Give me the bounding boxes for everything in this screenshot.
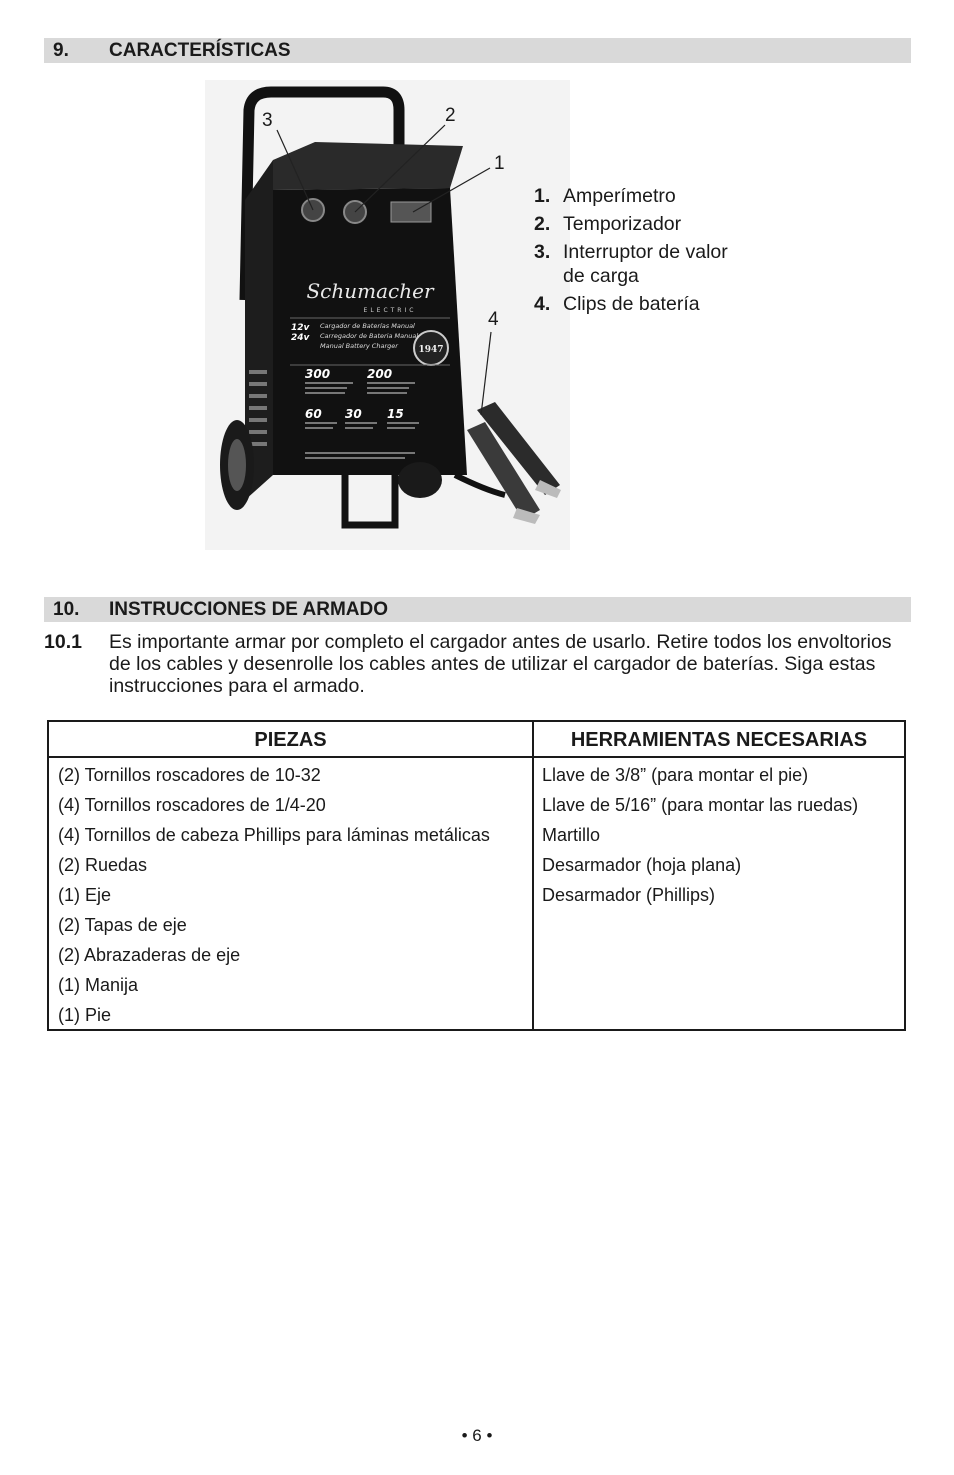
feature-number: 1. <box>534 185 551 207</box>
feature-text: Clips de batería <box>563 293 700 315</box>
voltage-24: 24v <box>291 333 310 343</box>
part-item: (1) Manija <box>58 975 139 995</box>
tool-item: Desarmador (hoja plana) <box>542 855 742 875</box>
part-item: (4) Tornillos roscadores de 1/4-20 <box>58 795 326 815</box>
battery-charger-figure <box>205 80 570 550</box>
section-number: 9. <box>53 40 69 61</box>
charger-label-line3: Manual Battery Charger <box>320 342 398 350</box>
tool-item: Martillo <box>542 825 601 845</box>
parts-tools-table <box>47 720 906 1031</box>
rating-30: 30 <box>345 407 362 421</box>
rating-200: 200 <box>367 367 393 381</box>
feature-text: Amperímetro <box>563 185 676 207</box>
callout-1: 1 <box>494 153 505 174</box>
section-title: INSTRUCCIONES DE ARMADO <box>109 599 389 620</box>
voltage-12: 12v <box>291 323 310 333</box>
part-item: (4) Tornillos de cabeza Phillips para láminas metálicas <box>58 825 490 845</box>
tools-column-header: HERRAMIENTAS NECESARIAS <box>570 729 868 751</box>
part-item: (2) Tornillos roscadores de 10-32 <box>58 765 321 785</box>
part-item: (2) Tapas de eje <box>58 915 187 935</box>
charger-label-line2: Carregador de Bateria Manual <box>320 332 419 340</box>
feature-number: 2. <box>534 213 551 235</box>
tool-item: Llave de 5/16” (para montar las ruedas) <box>542 795 859 815</box>
parts-list <box>58 760 490 1030</box>
rating-300: 300 <box>305 367 331 381</box>
rating-60: 60 <box>305 407 322 421</box>
feature-item <box>534 240 748 288</box>
section-number: 10. <box>53 599 80 620</box>
part-item: (1) Pie <box>58 1005 112 1025</box>
paragraph-text: Es importante armar por completo el cargador antes de usarlo. Retire todos los envoltorios de los cables y desenrolle los cables antes de utilizar el cargador de baterías. Siga estas instrucciones para el armado. <box>109 631 892 697</box>
feature-item <box>534 184 794 208</box>
part-item: (2) Abrazaderas de eje <box>58 945 241 965</box>
paragraph-10-1 <box>44 631 904 697</box>
feature-item <box>534 292 794 316</box>
charger-label-line1: Cargador de Baterías Manual <box>320 322 415 330</box>
callout-2: 2 <box>445 105 456 126</box>
feature-text: Temporizador <box>563 213 682 235</box>
charger-top <box>273 142 463 190</box>
part-item: (2) Ruedas <box>58 855 148 875</box>
parts-column-header: PIEZAS <box>254 729 327 751</box>
battery-charger-illustration <box>205 80 570 550</box>
feature-number: 3. <box>534 241 551 263</box>
tools-list <box>542 760 858 910</box>
callout-3: 3 <box>262 110 273 131</box>
right-wheel <box>398 462 442 498</box>
feature-list <box>534 184 794 320</box>
tool-item: Llave de 3/8” (para montar el pie) <box>542 765 809 785</box>
left-hub <box>228 439 246 491</box>
feature-text: Interruptor de valor de carga <box>563 241 728 287</box>
callout-4: 4 <box>488 309 499 330</box>
feature-item <box>534 212 794 236</box>
section-title: CARACTERÍSTICAS <box>109 40 291 61</box>
rating-15: 15 <box>387 407 404 421</box>
page-number: • 6 • <box>461 1426 493 1445</box>
column-divider <box>532 722 534 1029</box>
section-10-header <box>44 597 911 622</box>
tool-item: Desarmador (Phillips) <box>542 885 716 905</box>
seal-year: 1947 <box>418 345 444 355</box>
part-item: (1) Eje <box>58 885 112 905</box>
section-9-header <box>44 38 911 63</box>
brand-logo: Schumacher <box>306 279 434 303</box>
paragraph-number: 10.1 <box>44 631 82 653</box>
brand-subtitle: ELECTRIC <box>363 307 417 314</box>
feature-number: 4. <box>534 293 551 315</box>
header-divider <box>49 756 904 758</box>
